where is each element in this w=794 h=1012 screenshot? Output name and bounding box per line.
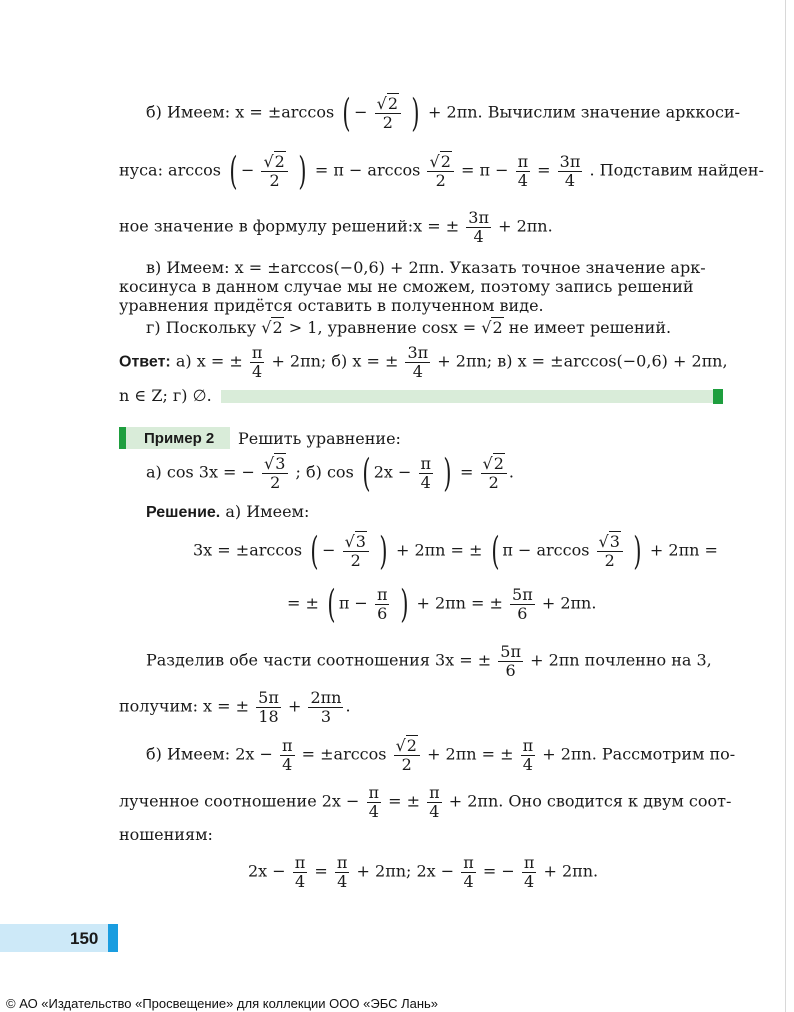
line-b2: б) Имеем: 2x − $\frac{\pi}{4}$ = ±arccos $\frac{√2}{2}$ + 2πn = ± $\frac{\pi}{4}$ + 2πn. Рассмотрим по- bbox=[146, 736, 736, 774]
answer-green-marker bbox=[713, 389, 723, 404]
line-relation: лученное соотношение 2x − $\frac{\pi}{4}$ = ± $\frac{\pi}{4}$ + 2πn. Оно сводится к двум соот- bbox=[119, 783, 732, 821]
equation-final: 2x − $\frac{\pi}{4}$ = $\frac{\pi}{4}$ + 2πn; 2x − $\frac{\pi}{4}$ = − $\frac{\pi}{4}$ + 2πn. bbox=[248, 853, 599, 891]
line-v-1: в) Имеем: x = ±arccos(−0,6) + 2πn. Указать точное значение арк- bbox=[146, 258, 706, 277]
equation-2: = ± ( π − $\frac{\pi}{6}$ ) + 2πn = ± $\frac{5\pi}{6}$ + 2πn. bbox=[287, 582, 597, 626]
line-arccos-value: нуса: arccos ( − $\frac{√2}{2}$ ) = π − arccos $\frac{√2}{2}$ = π − $\frac{\pi}{4}$ = $\frac{3\pi}{4}$ . Подставим найден- bbox=[119, 149, 764, 193]
equation-1: 3x = ±arccos ( − $\frac{√3}{2}$ ) + 2πn = ± ( π − arccos $\frac{√3}{2}$ ) + 2πn = bbox=[193, 529, 718, 573]
line-v-3: уравнения придётся оставить в полученном виде. bbox=[119, 296, 544, 315]
line-g: г) Поскольку √2 > 1, уравнение cosx = √2 не имеет решений. bbox=[146, 318, 672, 337]
line-v-2: косинуса в данном случае мы не сможем, поэтому запись решений bbox=[119, 277, 694, 296]
line-relation-tail: ношениям: bbox=[119, 825, 213, 844]
line-divide: Разделив обе части соотношения 3x = ± $\frac{5\pi}{6}$ + 2πn почленно на 3, bbox=[146, 642, 712, 680]
example-task: Решить уравнение: bbox=[238, 429, 401, 448]
line-result-a: получим: x = ± $\frac{5\pi}{18}$ + $\frac{2\pi n}{3}$ . bbox=[119, 688, 351, 726]
fraction: $\frac{√2}{2}$ bbox=[375, 95, 401, 131]
page-number-marker bbox=[108, 924, 118, 952]
copyright-footer: © АО «Издательство «Просвещение» для коллекции ООО «ЭБС Лань» bbox=[6, 996, 439, 1011]
example-marker bbox=[119, 427, 126, 449]
line-solution: Решение. а) Имеем: bbox=[146, 502, 310, 521]
line-answer-tail: n ∈ Z; г) ∅. bbox=[119, 386, 212, 405]
page-number: 150 bbox=[70, 929, 99, 948]
answer-label: Ответ: bbox=[119, 353, 171, 371]
answer-green-bar bbox=[221, 390, 713, 403]
line-task: а) cos 3x = − $\frac{√3}{2}$ ; б) cos ( 2x − $\frac{\pi}{4}$ ) = $\frac{√2}{2}$ . bbox=[146, 451, 515, 495]
example-label: Пример 2 bbox=[126, 427, 230, 449]
solution-label: Решение. bbox=[146, 504, 221, 521]
line-b-arccos: б) Имеем: x = ±arccos ( − $\frac{√2}{2}$ ) + 2πn. Вычислим значение арккоси- bbox=[146, 91, 741, 135]
page-edge-line bbox=[785, 0, 786, 1012]
line-answer: Ответ: а) x = ± $\frac{\pi}{4}$ + 2πn; б) x = ± $\frac{3\pi}{4}$ + 2πn; в) x = ±arccos(−0,6) + 2πn, bbox=[119, 343, 728, 381]
line-formula-substitution: ное значение в формулу решений:x = ± $\frac{3\pi}{4}$ + 2πn. bbox=[119, 208, 553, 246]
